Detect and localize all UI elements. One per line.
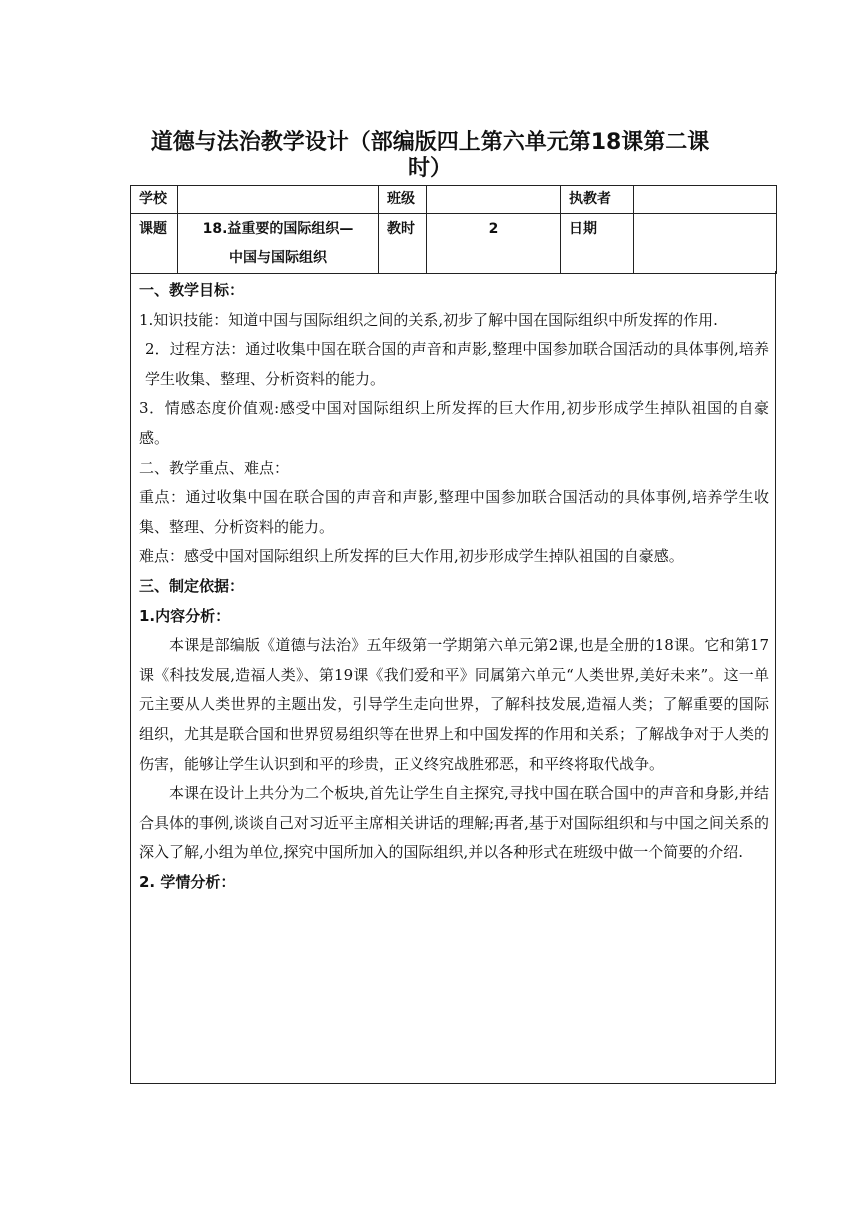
hours-label: 教时: [379, 214, 427, 274]
subheading-content-analysis: 1.内容分析：: [139, 606, 231, 625]
date-label: 日期: [561, 214, 634, 274]
subheading-student-analysis: 2. 学情分析：: [139, 872, 236, 891]
section-heading-objectives: 一、教学目标：: [139, 281, 245, 299]
teacher-label: 执教者: [561, 186, 634, 214]
section-heading-key-points: 二、教学重点、难点：: [139, 458, 290, 477]
topic-value: [178, 214, 379, 274]
topic-value-line-2: 中国与国际组织: [229, 250, 327, 266]
date-value: [634, 214, 777, 274]
lesson-info-table: [130, 185, 777, 274]
objective-knowledge: 1.知识技能：知道中国与国际组织之间的关系,初步了解中国在国际组织中所发挥的作用.: [139, 310, 718, 329]
objective-process: 2．过程方法：通过收集中国在联合国的声音和声影,整理中国参加联合国活动的具体事例,培养学生收集、整理、分析资料的能力。: [145, 340, 769, 388]
lesson-content: [130, 271, 776, 1084]
info-row-1: [131, 186, 777, 214]
school-label: 学校: [131, 186, 178, 214]
school-value: [178, 186, 379, 214]
difficult-point: 难点：感受中国对国际组织上所发挥的巨大作用,初步形成学生掉队祖国的自豪感。: [139, 547, 684, 566]
class-value: [427, 186, 561, 214]
content-analysis-paragraph-2: 本课在设计上共分为二个板块,首先让学生自主探究,寻找中国在联合国中的声音和身影,并结合具体的事例,谈谈自己对习近平主席相关讲话的理解;再者,基于对国际组织和与中国之间关系的深入了解,小组为单位,探究中国所加入的国际组织,并以各种形式在班级中做一个简要的介绍.: [139, 784, 769, 862]
class-label: 班级: [379, 186, 427, 214]
key-point: 重点：通过收集中国在联合国的声音和声影,整理中国参加联合国活动的具体事例,培养学生收集、整理、分析资料的能力。: [139, 488, 769, 536]
objective-emotion: 3．情感态度价值观:感受中国对国际组织上所发挥的巨大作用,初步形成学生掉队祖国的自豪感。: [139, 399, 769, 447]
topic-value-line-1: 18.益重要的国际组织—: [202, 221, 354, 237]
topic-label: 课题: [131, 214, 178, 274]
title-line-2: 时）: [407, 156, 452, 181]
content-analysis-paragraph-1: 本课是部编版《道德与法治》五年级第一学期第六单元第2课,也是全册的18课。它和第17课《科技发展,造福人类》、第19课《我们爱和平》同属第六单元“人类世界,美好未来”。这一单元主要从人类世界的主题出发，引导学生走向世界，了解科技发展,造福人类；了解重要的国际组织，尤其是联合国和世界贸易组织等在世界上和中国发挥的作用和关系；了解战争对于人类的伤害，能够让学生认识到和平的珍贵，正义终究战胜邪恶，和平终将取代战争。: [139, 636, 770, 773]
info-row-2: [131, 214, 777, 274]
hours-value: 2: [427, 214, 561, 274]
section-heading-basis: 三、制定依据：: [139, 576, 245, 595]
teacher-value: [634, 186, 777, 214]
title-line-1: 道德与法治教学设计（部编版四上第六单元第18课第二课: [150, 130, 710, 155]
document-title: [0, 130, 860, 182]
